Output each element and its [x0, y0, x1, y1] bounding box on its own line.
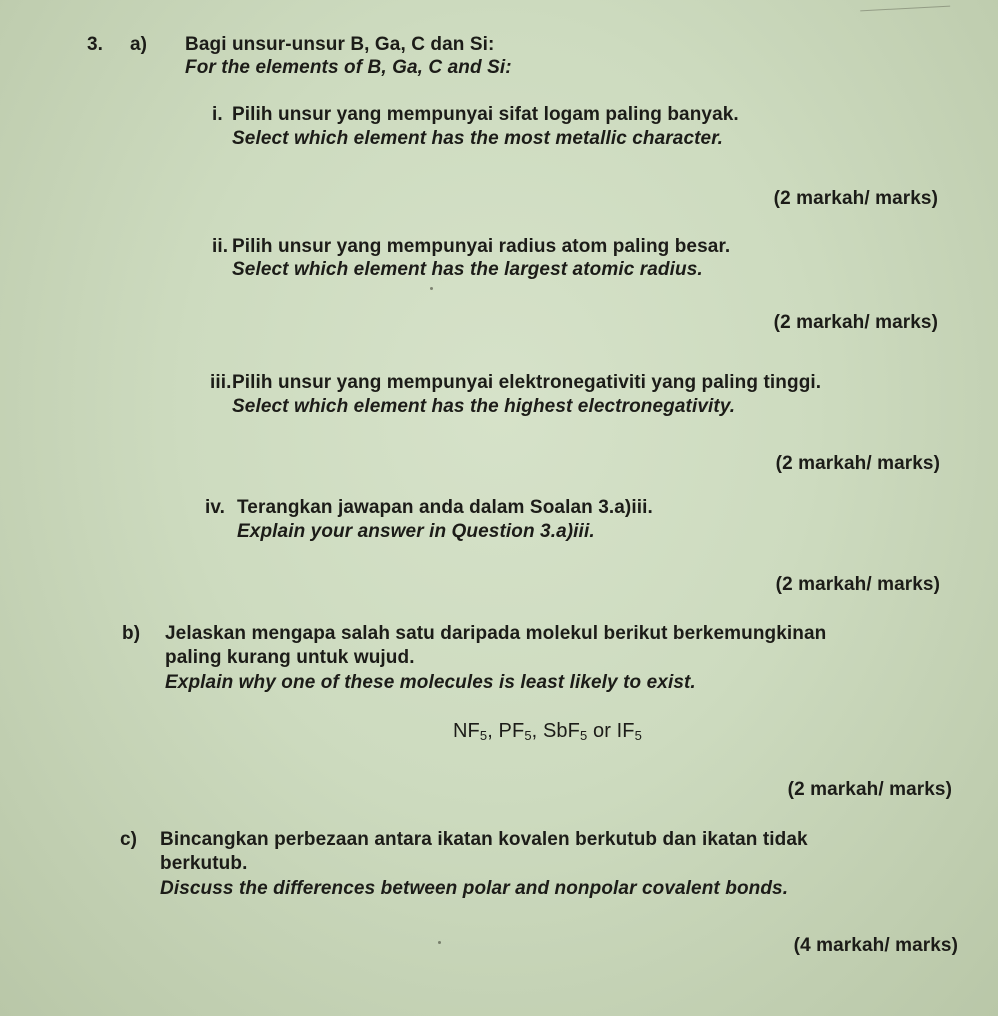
sub-ii-en: Select which element has the largest atomic radius.	[232, 259, 703, 280]
part-a-intro-en: For the elements of B, Ga, C and Si:	[185, 57, 512, 78]
part-c-ms-line2: berkutub.	[160, 853, 248, 874]
sub-iv-ms: Terangkan jawapan anda dalam Soalan 3.a)iii.	[237, 497, 653, 518]
molecule-nf5	[453, 720, 487, 742]
part-c-label: c)	[120, 829, 138, 850]
conjunction: or	[587, 720, 617, 742]
page-edge-mark	[860, 0, 950, 11]
separator: ,	[487, 720, 499, 742]
sub-i-en: Select which element has the most metallic character.	[232, 128, 724, 149]
sub-iv-label: iv.	[205, 497, 226, 518]
part-b-marks: (2 markah/ marks)	[787, 779, 952, 800]
sub-i-marks: (2 markah/ marks)	[773, 188, 938, 209]
part-b-en: Explain why one of these molecules is least likely to exist.	[165, 672, 696, 693]
part-c-en: Discuss the differences between polar and nonpolar covalent bonds.	[160, 878, 789, 899]
formula-text: PF	[498, 720, 525, 742]
speck	[438, 941, 441, 944]
part-b-ms-line1: Jelaskan mengapa salah satu daripada molekul berikut berkemungkinan	[165, 623, 827, 644]
sub-iii-label: iii.	[210, 372, 232, 393]
sub-ii-marks: (2 markah/ marks)	[773, 312, 938, 333]
sub-iii-marks: (2 markah/ marks)	[775, 453, 940, 474]
subscript: 5	[579, 728, 588, 743]
subscript: 5	[634, 728, 642, 743]
question-number: 3.	[87, 34, 104, 55]
part-b-label: b)	[122, 623, 141, 644]
part-c-ms-line1: Bincangkan perbezaan antara ikatan kovalen berkutub dan ikatan tidak	[160, 829, 808, 850]
separator: ,	[531, 720, 543, 742]
molecule-list	[453, 720, 642, 747]
sub-i-ms: Pilih unsur yang mempunyai sifat logam paling banyak.	[232, 104, 739, 125]
part-c-marks: (4 markah/ marks)	[793, 935, 958, 956]
sub-ii-ms: Pilih unsur yang mempunyai radius atom paling besar.	[232, 236, 731, 257]
formula-text: IF	[616, 720, 635, 742]
molecule-pf5	[499, 720, 532, 742]
part-a-intro-ms: Bagi unsur-unsur B, Ga, C dan Si:	[185, 34, 495, 55]
molecule-sbf5	[543, 720, 587, 742]
part-a-label: a)	[130, 34, 148, 55]
formula-text: SbF	[542, 720, 580, 742]
subscript: 5	[479, 728, 488, 743]
sub-ii-label: ii.	[212, 236, 229, 257]
molecule-if5	[617, 720, 642, 742]
subscript: 5	[524, 728, 532, 743]
sub-iii-ms: Pilih unsur yang mempunyai elektronegativiti yang paling tinggi.	[232, 372, 822, 393]
sub-i-label: i.	[212, 104, 223, 125]
formula-text: NF	[453, 720, 480, 742]
part-b-ms-line2: paling kurang untuk wujud.	[165, 647, 415, 668]
speck	[430, 287, 433, 290]
sub-iii-en: Select which element has the highest electronegativity.	[232, 396, 736, 417]
sub-iv-en: Explain your answer in Question 3.a)iii.	[237, 521, 595, 542]
sub-iv-marks: (2 markah/ marks)	[775, 574, 940, 595]
